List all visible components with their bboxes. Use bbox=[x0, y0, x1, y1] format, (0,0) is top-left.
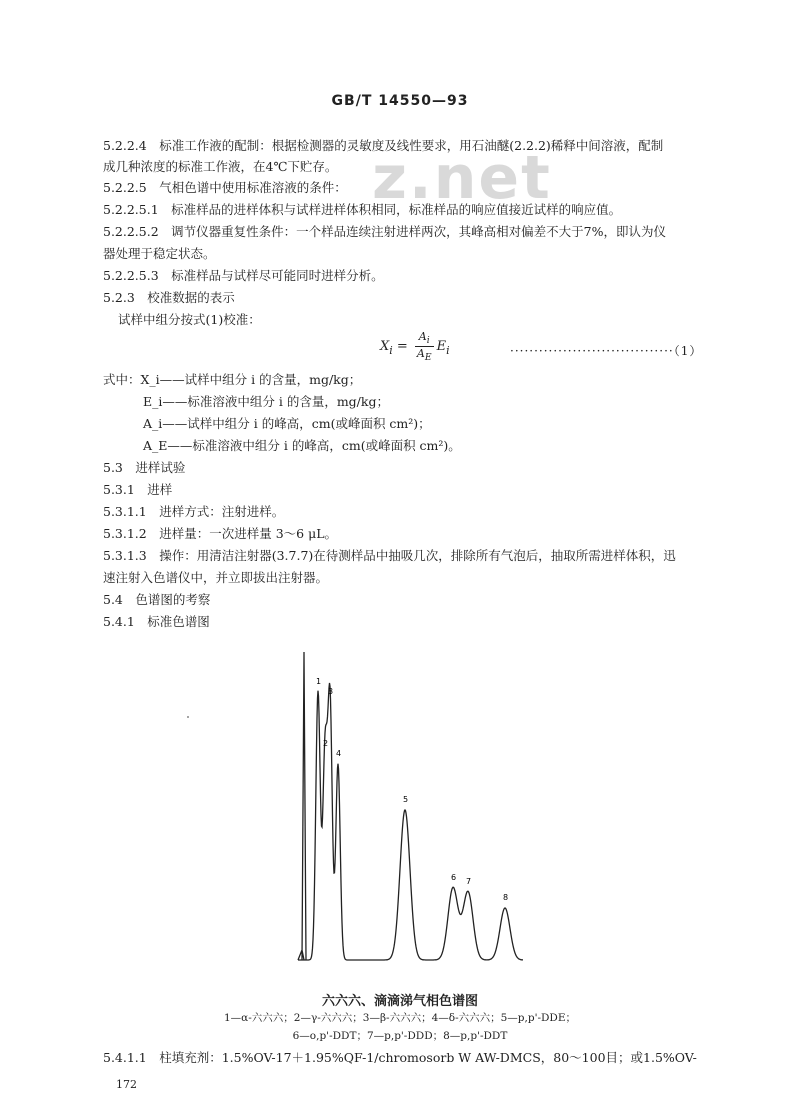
text-line: 5.2.2.4 标准工作液的配制：根据检测器的灵敏度及线性要求，用石油醚(2.2.2)稀释中间溶液，配制 bbox=[103, 138, 664, 153]
text-line: 5.2.2.5.2 调节仪器重复性条件：一个样品连续注射进样两次，其峰高相对偏差不大于7%，即认为仪 bbox=[103, 224, 666, 239]
where-line: E_i——标准溶液中组分 i 的含量，mg/kg； bbox=[143, 394, 389, 409]
formula-lhs: X bbox=[380, 339, 390, 355]
peak-label: 7 bbox=[466, 877, 472, 886]
peak-label: 3 bbox=[328, 687, 334, 696]
peak-label: 1 bbox=[316, 677, 322, 686]
text-line: 5.4.1.1 柱填充剂：1.5%OV-17＋1.95%QF-1/chromosorb W AW-DMCS，80～100目；或1.5%OV- bbox=[103, 1050, 697, 1065]
text-line: 5.2.3 校准数据的表示 bbox=[103, 290, 235, 305]
text-line: 5.3.1.1 进样方式：注射进样。 bbox=[103, 504, 285, 519]
peak-label: 5 bbox=[403, 795, 409, 804]
formula-numerator: $A_i$ bbox=[415, 330, 434, 347]
text-line: 5.2.2.5 气相色谱中使用标准溶液的条件： bbox=[103, 180, 347, 195]
peak-label: 8 bbox=[503, 893, 509, 902]
text-line: 5.3 进样试验 bbox=[103, 460, 186, 475]
text-line: 5.3.1.3 操作：用清洁注射器(3.7.7)在待测样品中抽吸几次，排除所有气泡后，抽取所需进样体积，迅 bbox=[103, 548, 676, 563]
formula-sub: i bbox=[389, 343, 393, 357]
where-line: 式中：X_i——试样中组分 i 的含量，mg/kg； bbox=[103, 372, 362, 387]
peak-label: 4 bbox=[336, 749, 342, 758]
text-line: 5.4.1 标准色谱图 bbox=[103, 614, 210, 629]
formula-leader: ··································（1） bbox=[510, 344, 703, 358]
watermark: z.net bbox=[372, 143, 552, 213]
chromatogram bbox=[290, 640, 530, 970]
text-line: 器处理于稳定状态。 bbox=[103, 246, 216, 261]
chromatogram-trace bbox=[298, 652, 523, 960]
text-line: 试样中组分按式(1)校准： bbox=[118, 312, 261, 327]
speck bbox=[187, 716, 189, 718]
text-line: 速注射入色谱仪中，并立即拔出注射器。 bbox=[103, 570, 329, 585]
chart-title: 六六六、滴滴涕气相色谱图 bbox=[321, 994, 478, 1009]
text-line: 5.3.1 进样 bbox=[103, 482, 173, 497]
chart-legend-line: 6—o,p'-DDT；7—p,p'-DDD；8—p,p'-DDT bbox=[292, 1030, 508, 1042]
where-line: A_E——标准溶液中组分 i 的峰高，cm(或峰面积 cm²)。 bbox=[143, 438, 461, 453]
formula-rhs: E bbox=[436, 339, 447, 355]
page-number: 172 bbox=[116, 1078, 137, 1091]
peak-label: 6 bbox=[451, 873, 457, 882]
peak-label: 2 bbox=[323, 739, 329, 748]
formula-eq: = bbox=[396, 339, 408, 355]
text-line: 5.3.1.2 进样量：一次进样量 3～6 μL。 bbox=[103, 526, 338, 541]
formula-fraction bbox=[415, 330, 434, 363]
formula-1: $X_i$ = $\frac{A_i}{A_E}$ $E_i$ bbox=[380, 330, 450, 364]
text-line: 成几种浓度的标准工作液，在4℃下贮存。 bbox=[103, 159, 338, 174]
where-line: A_i——试样中组分 i 的峰高，cm(或峰面积 cm²)； bbox=[143, 416, 431, 431]
chart-legend-line: 1—α-六六六；2—γ-六六六；3—β-六六六；4—δ-六六六；5—p,p'-DDE； bbox=[223, 1012, 577, 1024]
page-header: GB/T 14550—93 bbox=[331, 93, 469, 109]
text-line: 5.2.2.5.1 标准样品的进样体积与试样进样体积相同，标准样品的响应值接近试样的响应值。 bbox=[103, 202, 622, 217]
text-line: 5.2.2.5.3 标准样品与试样尽可能同时进样分析。 bbox=[103, 268, 384, 283]
formula-denominator: $A_E$ bbox=[416, 347, 432, 364]
text-line: 5.4 色谱图的考察 bbox=[103, 592, 211, 607]
